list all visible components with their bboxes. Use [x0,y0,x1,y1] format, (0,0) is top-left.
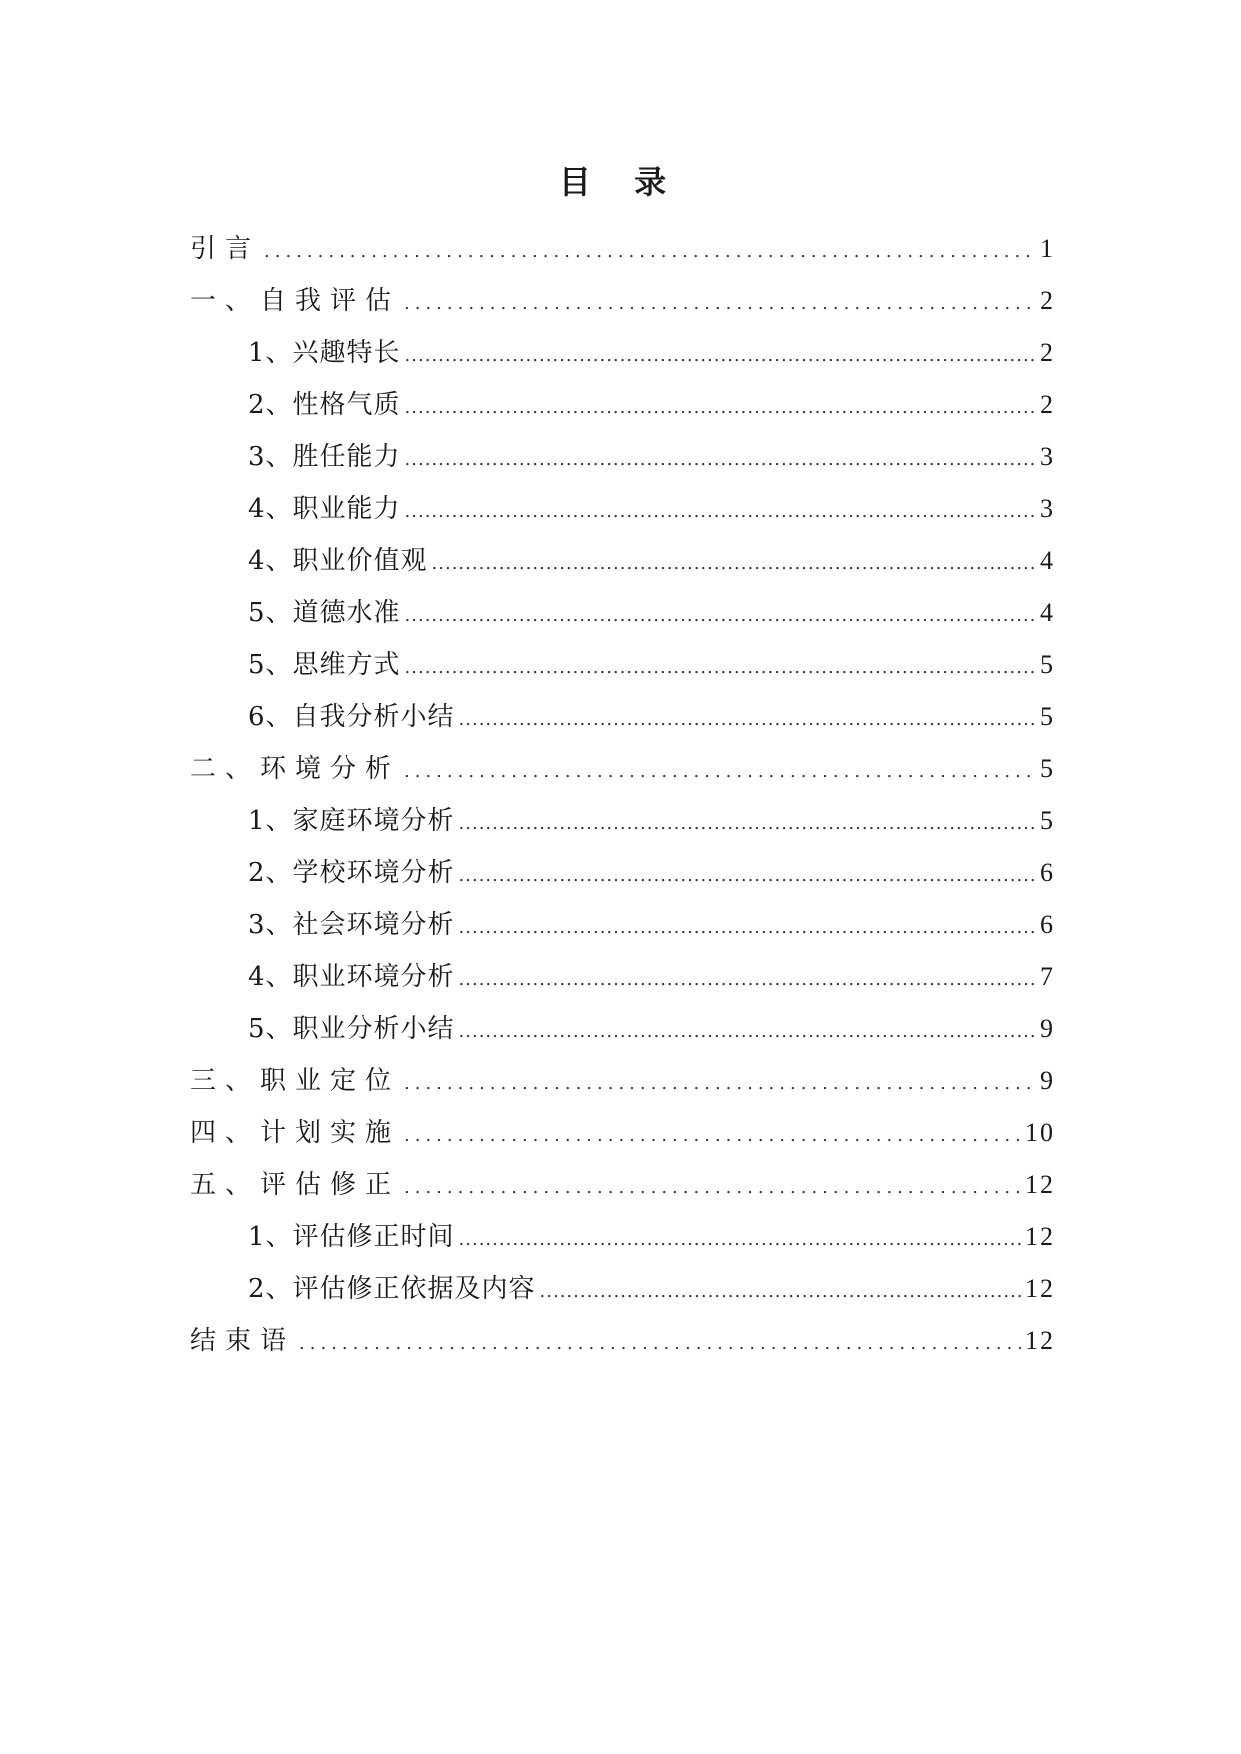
table-of-contents [190,223,1055,1367]
toc-entry-page: 5 [1040,806,1055,835]
toc-subentry[interactable] [190,795,1055,847]
toc-entry-label: 一、自我评估 [190,286,401,316]
toc-entry-label: 2、学校环境分析 [248,858,455,888]
toc-entry-page: 6 [1040,858,1055,887]
toc-entry-page: 2 [1040,286,1055,315]
toc-entry-page: 9 [1040,1066,1055,1095]
toc-entry-label: 5、道德水准 [248,598,401,628]
toc-entry-label: 二、环境分析 [190,754,401,784]
toc-entry-page: 5 [1040,650,1055,679]
dot-leader [432,538,1036,590]
toc-entry-label: 4、职业能力 [248,494,401,524]
toc-entry-label: 5、思维方式 [248,650,401,680]
toc-entry-page: 12 [1025,1274,1055,1303]
dot-leader [459,1006,1036,1058]
toc-entry-page: 12 [1025,1326,1055,1355]
toc-entry-page: 2 [1040,338,1055,367]
toc-entry-label: 五、评估修正 [190,1170,401,1200]
toc-entry-page: 4 [1040,598,1055,627]
toc-subentry[interactable] [190,951,1055,1003]
toc-title: 目 录 [558,163,683,201]
toc-subentry[interactable] [190,483,1055,535]
dot-leader [404,278,1036,330]
toc-entry-page: 3 [1040,494,1055,523]
toc-entry-label: 4、职业环境分析 [248,962,455,992]
dot-leader [404,1110,1021,1162]
toc-entry-label: 4、职业价值观 [248,546,428,576]
dot-leader [405,330,1036,382]
dot-leader [540,1266,1021,1318]
dot-leader [404,746,1036,798]
toc-subentry[interactable] [190,639,1055,691]
toc-entry-page: 4 [1040,546,1055,575]
toc-entry-page: 2 [1040,390,1055,419]
toc-entry[interactable] [190,1315,1055,1367]
dot-leader [405,434,1036,486]
toc-entry-label: 6、自我分析小结 [248,702,455,732]
dot-leader [459,798,1036,850]
dot-leader [459,694,1036,746]
toc-entry-label: 三、职业定位 [190,1066,401,1096]
dot-leader [404,1162,1021,1214]
toc-entry[interactable] [190,275,1055,327]
toc-subentry[interactable] [190,327,1055,379]
toc-subentry[interactable] [190,1211,1055,1263]
toc-subentry[interactable] [190,899,1055,951]
toc-subentry[interactable] [190,847,1055,899]
toc-entry-label: 5、职业分析小结 [248,1014,455,1044]
dot-leader [405,486,1036,538]
dot-leader [459,902,1036,954]
toc-entry[interactable] [190,1159,1055,1211]
toc-entry-label: 1、评估修正时间 [248,1222,455,1252]
toc-entry-label: 3、社会环境分析 [248,910,455,940]
toc-entry-page: 5 [1040,754,1055,783]
toc-entry[interactable] [190,743,1055,795]
toc-subentry[interactable] [190,587,1055,639]
toc-entry-label: 引言 [190,234,261,264]
toc-entry[interactable] [190,223,1055,275]
toc-entry-page: 1 [1040,234,1055,263]
dot-leader [459,850,1036,902]
toc-subentry[interactable] [190,535,1055,587]
toc-entry-page: 5 [1040,702,1055,731]
dot-leader [405,590,1036,642]
toc-entry-label: 结束语 [190,1326,296,1356]
toc-entry[interactable] [190,1055,1055,1107]
toc-subentry[interactable] [190,691,1055,743]
dot-leader [405,382,1036,434]
dot-leader [405,642,1036,694]
dot-leader [459,1214,1021,1266]
toc-entry-label: 四、计划实施 [190,1118,401,1148]
toc-subentry[interactable] [190,431,1055,483]
toc-entry-page: 10 [1025,1118,1055,1147]
dot-leader [299,1318,1021,1370]
toc-entry-page: 6 [1040,910,1055,939]
toc-entry-label: 2、性格气质 [248,390,401,420]
toc-entry-label: 3、胜任能力 [248,442,401,472]
toc-entry[interactable] [190,1107,1055,1159]
dot-leader [264,226,1036,278]
dot-leader [404,1058,1036,1110]
toc-subentry[interactable] [190,379,1055,431]
toc-entry-page: 12 [1025,1222,1055,1251]
toc-entry-label: 1、兴趣特长 [248,338,401,368]
toc-subentry[interactable] [190,1263,1055,1315]
toc-entry-page: 9 [1040,1014,1055,1043]
dot-leader [459,954,1036,1006]
toc-entry-label: 2、评估修正依据及内容 [248,1274,536,1304]
toc-entry-page: 3 [1040,442,1055,471]
toc-entry-page: 7 [1040,962,1055,991]
toc-entry-label: 1、家庭环境分析 [248,806,455,836]
toc-subentry[interactable] [190,1003,1055,1055]
toc-entry-page: 12 [1025,1170,1055,1199]
